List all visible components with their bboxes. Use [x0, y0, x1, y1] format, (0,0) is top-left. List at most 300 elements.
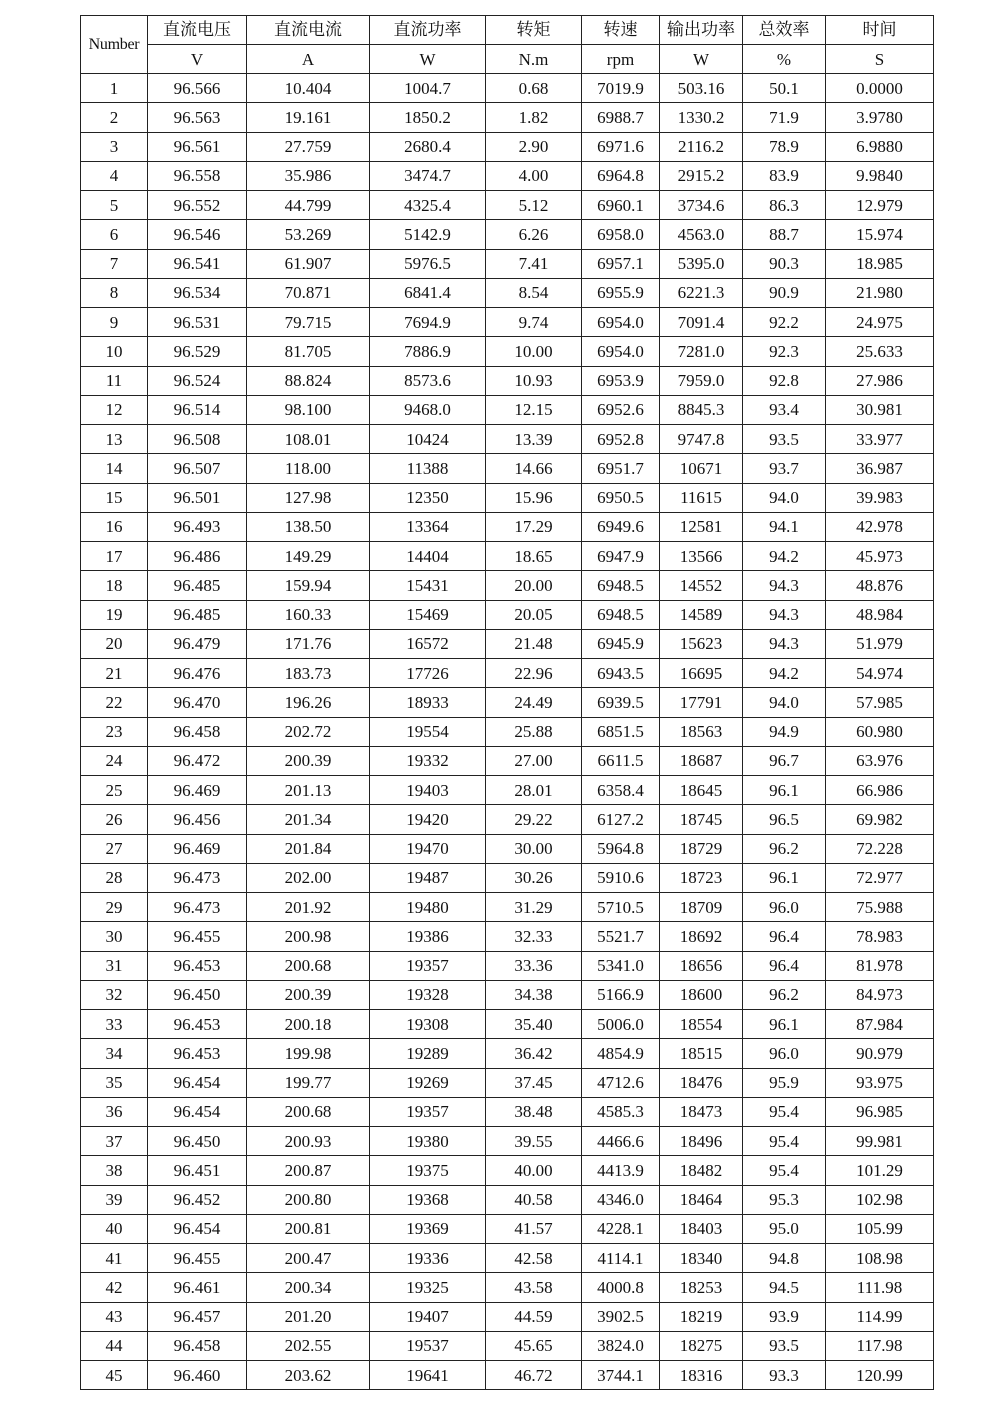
time-cell: 75.988 [826, 893, 934, 922]
time-cell: 87.984 [826, 1010, 934, 1039]
time-cell: 42.978 [826, 512, 934, 541]
output-power-cell: 4563.0 [660, 220, 743, 249]
column-header-dc-power: 直流功率 [370, 16, 486, 45]
time-cell: 66.986 [826, 776, 934, 805]
time-cell: 81.978 [826, 951, 934, 980]
speed-cell: 6958.0 [582, 220, 660, 249]
dc-current-cell: 201.34 [247, 805, 370, 834]
speed-cell: 4585.3 [582, 1097, 660, 1126]
torque-cell: 15.96 [486, 483, 582, 512]
table-row [81, 834, 934, 863]
dc-power-cell: 14404 [370, 542, 486, 571]
dc-current-cell: 200.34 [247, 1273, 370, 1302]
row-number-cell: 22 [81, 688, 148, 717]
dc-current-cell: 138.50 [247, 512, 370, 541]
torque-cell: 22.96 [486, 659, 582, 688]
speed-cell: 6951.7 [582, 454, 660, 483]
dc-voltage-cell: 96.485 [148, 571, 247, 600]
output-power-cell: 15623 [660, 629, 743, 658]
speed-cell: 5964.8 [582, 834, 660, 863]
unit-total-efficiency: % [743, 45, 826, 74]
dc-power-cell: 19336 [370, 1244, 486, 1273]
output-power-cell: 7091.4 [660, 308, 743, 337]
time-cell: 21.980 [826, 278, 934, 307]
efficiency-cell: 95.3 [743, 1185, 826, 1214]
table-row [81, 249, 934, 278]
torque-cell: 46.72 [486, 1361, 582, 1390]
torque-cell: 20.05 [486, 600, 582, 629]
table-row [81, 805, 934, 834]
output-power-cell: 11615 [660, 483, 743, 512]
dc-current-cell: 183.73 [247, 659, 370, 688]
dc-voltage-cell: 96.563 [148, 103, 247, 132]
dc-power-cell: 19357 [370, 951, 486, 980]
dc-current-cell: 201.13 [247, 776, 370, 805]
efficiency-cell: 93.4 [743, 395, 826, 424]
efficiency-cell: 96.1 [743, 776, 826, 805]
row-number-cell: 15 [81, 483, 148, 512]
time-cell: 36.987 [826, 454, 934, 483]
table-body [81, 74, 934, 1390]
dc-voltage-cell: 96.501 [148, 483, 247, 512]
output-power-cell: 18219 [660, 1302, 743, 1331]
output-power-cell: 18316 [660, 1361, 743, 1390]
output-power-cell: 14552 [660, 571, 743, 600]
table-row [81, 308, 934, 337]
table-row [81, 688, 934, 717]
dc-voltage-cell: 96.473 [148, 863, 247, 892]
output-power-cell: 14589 [660, 600, 743, 629]
torque-cell: 42.58 [486, 1244, 582, 1273]
speed-cell: 4854.9 [582, 1039, 660, 1068]
torque-cell: 40.00 [486, 1156, 582, 1185]
dc-voltage-cell: 96.529 [148, 337, 247, 366]
efficiency-cell: 96.2 [743, 834, 826, 863]
row-number-cell: 40 [81, 1214, 148, 1243]
time-cell: 39.983 [826, 483, 934, 512]
dc-voltage-cell: 96.457 [148, 1302, 247, 1331]
efficiency-cell: 94.0 [743, 483, 826, 512]
column-header-dc-voltage: 直流电压 [148, 16, 247, 45]
torque-cell: 35.40 [486, 1010, 582, 1039]
unit-speed: rpm [582, 45, 660, 74]
speed-cell: 6964.8 [582, 161, 660, 190]
torque-cell: 18.65 [486, 542, 582, 571]
speed-cell: 6971.6 [582, 132, 660, 161]
torque-cell: 1.82 [486, 103, 582, 132]
time-cell: 60.980 [826, 717, 934, 746]
torque-cell: 25.88 [486, 717, 582, 746]
table-row [81, 191, 934, 220]
output-power-cell: 17791 [660, 688, 743, 717]
row-number-cell: 1 [81, 74, 148, 103]
dc-current-cell: 201.92 [247, 893, 370, 922]
output-power-cell: 18464 [660, 1185, 743, 1214]
output-power-cell: 6221.3 [660, 278, 743, 307]
row-number-cell: 8 [81, 278, 148, 307]
table-row [81, 1361, 934, 1390]
time-cell: 48.876 [826, 571, 934, 600]
table-row [81, 161, 934, 190]
dc-current-cell: 200.80 [247, 1185, 370, 1214]
time-cell: 45.973 [826, 542, 934, 571]
efficiency-cell: 96.2 [743, 980, 826, 1009]
unit-time: S [826, 45, 934, 74]
torque-cell: 24.49 [486, 688, 582, 717]
speed-cell: 4712.6 [582, 1068, 660, 1097]
dc-current-cell: 200.81 [247, 1214, 370, 1243]
speed-cell: 6358.4 [582, 776, 660, 805]
time-cell: 63.976 [826, 746, 934, 775]
output-power-cell: 5395.0 [660, 249, 743, 278]
time-cell: 102.98 [826, 1185, 934, 1214]
torque-cell: 36.42 [486, 1039, 582, 1068]
dc-power-cell: 19537 [370, 1331, 486, 1360]
speed-cell: 4228.1 [582, 1214, 660, 1243]
dc-power-cell: 15469 [370, 600, 486, 629]
efficiency-cell: 93.5 [743, 425, 826, 454]
unit-torque: N.m [486, 45, 582, 74]
dc-current-cell: 199.98 [247, 1039, 370, 1068]
dc-current-cell: 200.18 [247, 1010, 370, 1039]
speed-cell: 6127.2 [582, 805, 660, 834]
efficiency-cell: 94.1 [743, 512, 826, 541]
torque-cell: 40.58 [486, 1185, 582, 1214]
table-row [81, 922, 934, 951]
torque-cell: 14.66 [486, 454, 582, 483]
time-cell: 54.974 [826, 659, 934, 688]
speed-cell: 6952.8 [582, 425, 660, 454]
efficiency-cell: 86.3 [743, 191, 826, 220]
table-row [81, 542, 934, 571]
dc-power-cell: 4325.4 [370, 191, 486, 220]
output-power-cell: 18253 [660, 1273, 743, 1302]
dc-current-cell: 10.404 [247, 74, 370, 103]
torque-cell: 30.00 [486, 834, 582, 863]
header-row-units [81, 45, 934, 74]
speed-cell: 4466.6 [582, 1127, 660, 1156]
efficiency-cell: 93.5 [743, 1331, 826, 1360]
output-power-cell: 18692 [660, 922, 743, 951]
time-cell: 25.633 [826, 337, 934, 366]
output-power-cell: 2116.2 [660, 132, 743, 161]
speed-cell: 3824.0 [582, 1331, 660, 1360]
efficiency-cell: 96.1 [743, 1010, 826, 1039]
output-power-cell: 18476 [660, 1068, 743, 1097]
torque-cell: 5.12 [486, 191, 582, 220]
time-cell: 101.29 [826, 1156, 934, 1185]
dc-current-cell: 200.39 [247, 980, 370, 1009]
row-number-cell: 32 [81, 980, 148, 1009]
column-header-torque: 转矩 [486, 16, 582, 45]
time-cell: 105.99 [826, 1214, 934, 1243]
torque-cell: 20.00 [486, 571, 582, 600]
time-cell: 15.974 [826, 220, 934, 249]
dc-voltage-cell: 96.452 [148, 1185, 247, 1214]
row-number-cell: 3 [81, 132, 148, 161]
dc-current-cell: 70.871 [247, 278, 370, 307]
speed-cell: 6939.5 [582, 688, 660, 717]
dc-power-cell: 19470 [370, 834, 486, 863]
time-cell: 117.98 [826, 1331, 934, 1360]
dc-current-cell: 118.00 [247, 454, 370, 483]
row-number-cell: 42 [81, 1273, 148, 1302]
dc-power-cell: 19369 [370, 1214, 486, 1243]
speed-cell: 5166.9 [582, 980, 660, 1009]
dc-voltage-cell: 96.453 [148, 1039, 247, 1068]
dc-voltage-cell: 96.473 [148, 893, 247, 922]
dc-power-cell: 15431 [370, 571, 486, 600]
output-power-cell: 12581 [660, 512, 743, 541]
time-cell: 24.975 [826, 308, 934, 337]
table-row [81, 717, 934, 746]
efficiency-cell: 90.9 [743, 278, 826, 307]
efficiency-cell: 94.5 [743, 1273, 826, 1302]
unit-dc-power: W [370, 45, 486, 74]
number-column-header: Number [81, 16, 148, 74]
table-row [81, 425, 934, 454]
torque-cell: 7.41 [486, 249, 582, 278]
dc-current-cell: 202.55 [247, 1331, 370, 1360]
dc-voltage-cell: 96.458 [148, 1331, 247, 1360]
dc-voltage-cell: 96.458 [148, 717, 247, 746]
dc-voltage-cell: 96.541 [148, 249, 247, 278]
dc-current-cell: 201.20 [247, 1302, 370, 1331]
output-power-cell: 1330.2 [660, 103, 743, 132]
output-power-cell: 18709 [660, 893, 743, 922]
unit-dc-current: A [247, 45, 370, 74]
row-number-cell: 36 [81, 1097, 148, 1126]
dc-power-cell: 19480 [370, 893, 486, 922]
dc-current-cell: 200.87 [247, 1156, 370, 1185]
dc-power-cell: 19554 [370, 717, 486, 746]
efficiency-cell: 95.4 [743, 1127, 826, 1156]
time-cell: 33.977 [826, 425, 934, 454]
torque-cell: 38.48 [486, 1097, 582, 1126]
efficiency-cell: 92.3 [743, 337, 826, 366]
row-number-cell: 13 [81, 425, 148, 454]
dc-voltage-cell: 96.514 [148, 395, 247, 424]
time-cell: 27.986 [826, 366, 934, 395]
speed-cell: 4346.0 [582, 1185, 660, 1214]
torque-cell: 29.22 [486, 805, 582, 834]
dc-power-cell: 13364 [370, 512, 486, 541]
table-row [81, 132, 934, 161]
efficiency-cell: 90.3 [743, 249, 826, 278]
dc-power-cell: 2680.4 [370, 132, 486, 161]
dc-voltage-cell: 96.507 [148, 454, 247, 483]
dc-current-cell: 200.47 [247, 1244, 370, 1273]
row-number-cell: 9 [81, 308, 148, 337]
dc-voltage-cell: 96.486 [148, 542, 247, 571]
dc-power-cell: 19380 [370, 1127, 486, 1156]
row-number-cell: 27 [81, 834, 148, 863]
efficiency-cell: 95.4 [743, 1097, 826, 1126]
dc-voltage-cell: 96.476 [148, 659, 247, 688]
unit-output-power: W [660, 45, 743, 74]
speed-cell: 6948.5 [582, 571, 660, 600]
row-number-cell: 4 [81, 161, 148, 190]
dc-current-cell: 200.98 [247, 922, 370, 951]
speed-cell: 6957.1 [582, 249, 660, 278]
column-header-speed: 转速 [582, 16, 660, 45]
dc-current-cell: 127.98 [247, 483, 370, 512]
table-row [81, 337, 934, 366]
table-row [81, 776, 934, 805]
dc-power-cell: 9468.0 [370, 395, 486, 424]
dc-voltage-cell: 96.552 [148, 191, 247, 220]
torque-cell: 0.68 [486, 74, 582, 103]
efficiency-cell: 50.1 [743, 74, 826, 103]
time-cell: 114.99 [826, 1302, 934, 1331]
dc-current-cell: 196.26 [247, 688, 370, 717]
row-number-cell: 35 [81, 1068, 148, 1097]
output-power-cell: 18563 [660, 717, 743, 746]
dc-voltage-cell: 96.454 [148, 1068, 247, 1097]
dc-current-cell: 35.986 [247, 161, 370, 190]
row-number-cell: 37 [81, 1127, 148, 1156]
efficiency-cell: 93.7 [743, 454, 826, 483]
dc-power-cell: 19407 [370, 1302, 486, 1331]
efficiency-cell: 95.4 [743, 1156, 826, 1185]
row-number-cell: 25 [81, 776, 148, 805]
dc-current-cell: 202.72 [247, 717, 370, 746]
data-table-container [80, 15, 933, 1390]
dc-current-cell: 81.705 [247, 337, 370, 366]
efficiency-cell: 94.8 [743, 1244, 826, 1273]
time-cell: 72.228 [826, 834, 934, 863]
efficiency-cell: 88.7 [743, 220, 826, 249]
column-header-total-efficiency: 总效率 [743, 16, 826, 45]
output-power-cell: 7959.0 [660, 366, 743, 395]
dc-power-cell: 7886.9 [370, 337, 486, 366]
dc-current-cell: 199.77 [247, 1068, 370, 1097]
speed-cell: 6947.9 [582, 542, 660, 571]
dc-power-cell: 19403 [370, 776, 486, 805]
row-number-cell: 41 [81, 1244, 148, 1273]
dc-voltage-cell: 96.469 [148, 834, 247, 863]
dc-voltage-cell: 96.455 [148, 922, 247, 951]
output-power-cell: 9747.8 [660, 425, 743, 454]
efficiency-cell: 94.0 [743, 688, 826, 717]
time-cell: 18.985 [826, 249, 934, 278]
speed-cell: 6949.6 [582, 512, 660, 541]
dc-voltage-cell: 96.479 [148, 629, 247, 658]
row-number-cell: 39 [81, 1185, 148, 1214]
efficiency-cell: 95.9 [743, 1068, 826, 1097]
torque-cell: 13.39 [486, 425, 582, 454]
efficiency-cell: 96.0 [743, 1039, 826, 1068]
motor-test-data-table [80, 15, 934, 1390]
dc-voltage-cell: 96.451 [148, 1156, 247, 1185]
dc-power-cell: 19368 [370, 1185, 486, 1214]
dc-current-cell: 88.824 [247, 366, 370, 395]
dc-power-cell: 3474.7 [370, 161, 486, 190]
dc-current-cell: 203.62 [247, 1361, 370, 1390]
dc-voltage-cell: 96.472 [148, 746, 247, 775]
torque-cell: 28.01 [486, 776, 582, 805]
row-number-cell: 24 [81, 746, 148, 775]
dc-voltage-cell: 96.566 [148, 74, 247, 103]
row-number-cell: 12 [81, 395, 148, 424]
table-row [81, 1127, 934, 1156]
torque-cell: 27.00 [486, 746, 582, 775]
table-row [81, 1039, 934, 1068]
output-power-cell: 18687 [660, 746, 743, 775]
dc-current-cell: 200.39 [247, 746, 370, 775]
efficiency-cell: 96.4 [743, 922, 826, 951]
table-row [81, 980, 934, 1009]
table-row [81, 1068, 934, 1097]
speed-cell: 3902.5 [582, 1302, 660, 1331]
speed-cell: 3744.1 [582, 1361, 660, 1390]
speed-cell: 6950.5 [582, 483, 660, 512]
efficiency-cell: 96.5 [743, 805, 826, 834]
dc-voltage-cell: 96.524 [148, 366, 247, 395]
dc-power-cell: 18933 [370, 688, 486, 717]
output-power-cell: 18482 [660, 1156, 743, 1185]
output-power-cell: 18515 [660, 1039, 743, 1068]
column-header-dc-current: 直流电流 [247, 16, 370, 45]
time-cell: 57.985 [826, 688, 934, 717]
speed-cell: 5521.7 [582, 922, 660, 951]
row-number-cell: 14 [81, 454, 148, 483]
torque-cell: 31.29 [486, 893, 582, 922]
speed-cell: 4000.8 [582, 1273, 660, 1302]
time-cell: 93.975 [826, 1068, 934, 1097]
dc-power-cell: 19641 [370, 1361, 486, 1390]
dc-power-cell: 19325 [370, 1273, 486, 1302]
dc-power-cell: 11388 [370, 454, 486, 483]
dc-current-cell: 98.100 [247, 395, 370, 424]
efficiency-cell: 94.2 [743, 659, 826, 688]
dc-current-cell: 159.94 [247, 571, 370, 600]
output-power-cell: 18729 [660, 834, 743, 863]
column-header-output-power: 输出功率 [660, 16, 743, 45]
torque-cell: 34.38 [486, 980, 582, 1009]
dc-voltage-cell: 96.561 [148, 132, 247, 161]
speed-cell: 5341.0 [582, 951, 660, 980]
output-power-cell: 7281.0 [660, 337, 743, 366]
dc-power-cell: 19357 [370, 1097, 486, 1126]
time-cell: 51.979 [826, 629, 934, 658]
table-row [81, 74, 934, 103]
dc-power-cell: 19289 [370, 1039, 486, 1068]
efficiency-cell: 93.3 [743, 1361, 826, 1390]
time-cell: 108.98 [826, 1244, 934, 1273]
dc-current-cell: 149.29 [247, 542, 370, 571]
table-row [81, 1331, 934, 1360]
efficiency-cell: 96.4 [743, 951, 826, 980]
output-power-cell: 18340 [660, 1244, 743, 1273]
table-row [81, 659, 934, 688]
speed-cell: 6955.9 [582, 278, 660, 307]
row-number-cell: 34 [81, 1039, 148, 1068]
output-power-cell: 18496 [660, 1127, 743, 1156]
table-row [81, 629, 934, 658]
torque-cell: 37.45 [486, 1068, 582, 1097]
dc-current-cell: 61.907 [247, 249, 370, 278]
output-power-cell: 16695 [660, 659, 743, 688]
speed-cell: 6945.9 [582, 629, 660, 658]
row-number-cell: 19 [81, 600, 148, 629]
efficiency-cell: 94.3 [743, 600, 826, 629]
time-cell: 78.983 [826, 922, 934, 951]
dc-voltage-cell: 96.460 [148, 1361, 247, 1390]
row-number-cell: 17 [81, 542, 148, 571]
speed-cell: 4413.9 [582, 1156, 660, 1185]
speed-cell: 5710.5 [582, 893, 660, 922]
